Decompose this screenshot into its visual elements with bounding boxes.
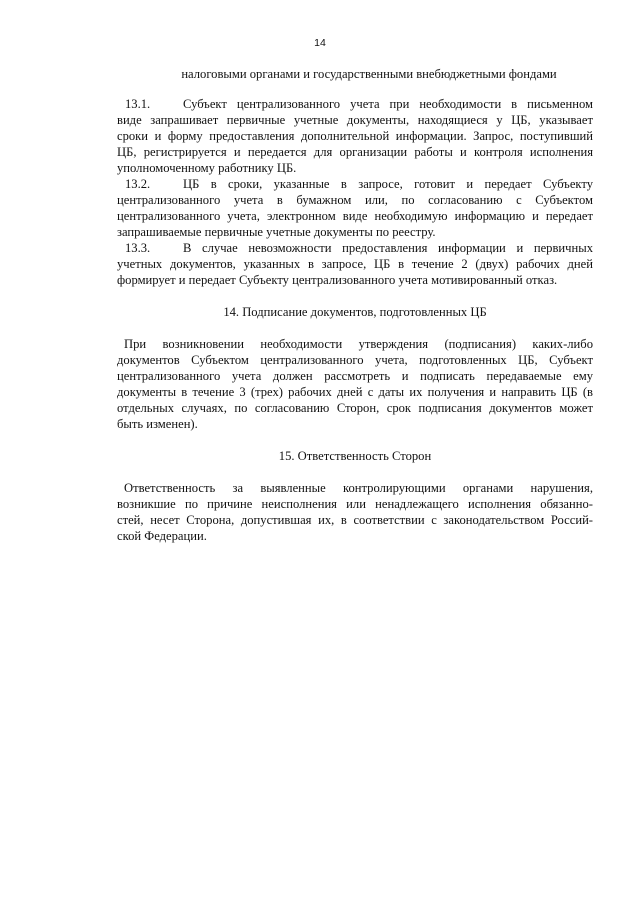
paragraph-line: централизованного учета, электронном виде необходимую информацию и передает bbox=[117, 209, 593, 223]
paragraph-line: документы в течение 3 (трех) рабочих дней с даты их получения и направить ЦБ (в bbox=[117, 385, 593, 399]
section-14-heading: 14. Подписание документов, подготовленных ЦБ bbox=[223, 305, 487, 319]
paragraph-last-line: быть изменен). bbox=[117, 417, 198, 431]
paragraph-line: стей, несет Сторона, допустившая их, в соответствии с законодательством Россий- bbox=[117, 513, 593, 527]
paragraph-14 bbox=[117, 336, 593, 432]
paragraph-first-line: При возникновении необходимости утверждения (подписания) каких-либо bbox=[124, 337, 593, 351]
paragraph-first-line bbox=[117, 176, 593, 192]
paragraph-line: учетных документов, указанных в запросе, ЦБ в течение 2 (двух) рабочих дней bbox=[117, 257, 593, 271]
paragraph-first-line: Ответственность за выявленные контролирующими органами нарушения, bbox=[124, 481, 593, 495]
paragraph-line: документов Субъектом централизованного учета, подготовленных ЦБ, Субъект bbox=[117, 353, 593, 367]
paragraph-number: 13.3. bbox=[125, 241, 151, 255]
paragraph-last-line: ской Федерации. bbox=[117, 529, 207, 543]
paragraph-first-text: Субъект централизованного учета при необходимости в письменном bbox=[183, 97, 593, 111]
paragraph-line: сроки и форму предоставления дополнительной информации. Запрос, поступивший bbox=[117, 129, 593, 143]
paragraph-13-1 bbox=[117, 96, 593, 176]
paragraph-last-line: формирует и передает Субъекту централизованного учета мотивированный отказ. bbox=[117, 273, 558, 287]
paragraph-line: отдельных случаях, по согласованию Сторон, срок подписания документов может bbox=[117, 401, 593, 415]
paragraph-last-line: уполномоченному работнику ЦБ. bbox=[117, 161, 297, 175]
paragraph-first-line bbox=[117, 240, 593, 256]
section-15-heading: 15. Ответственность Сторон bbox=[278, 449, 432, 463]
paragraph-line: возникшие по причине неисполнения или ненадлежащего исполнения обязанно- bbox=[117, 497, 593, 511]
page-number: 14 bbox=[314, 37, 326, 49]
paragraph-first-line bbox=[117, 96, 593, 112]
paragraph-number: 13.2. bbox=[125, 177, 151, 191]
paragraph-number: 13.1. bbox=[125, 97, 151, 111]
paragraph-13-3 bbox=[117, 240, 593, 288]
paragraph-line: централизованного учета должен рассмотреть и подписать передаваемые ему bbox=[117, 369, 593, 383]
paragraph-first-text: ЦБ в сроки, указанные в запросе, готовит и передает Субъекту bbox=[183, 177, 593, 191]
paragraph-15 bbox=[117, 480, 593, 544]
paragraph-first-text: В случае невозможности предоставления информации и первичных bbox=[183, 241, 593, 255]
paragraph-13-2 bbox=[117, 176, 593, 240]
paragraph-line: виде запрашивает первичные учетные документы, находящиеся у ЦБ, указывает bbox=[117, 113, 593, 127]
continuation-line: налоговыми органами и государственными внебюджетными фондами bbox=[181, 67, 557, 81]
paragraph-last-line: запрашиваемые первичные учетные документы по реестру. bbox=[117, 225, 436, 239]
paragraph-line: ЦБ, регистрируется и передается для организации работы и контроля исполнения bbox=[117, 145, 593, 159]
document-body bbox=[117, 66, 593, 544]
paragraph-line: централизованного учета в бумажном или, по согласованию с Субъектом bbox=[117, 193, 593, 207]
